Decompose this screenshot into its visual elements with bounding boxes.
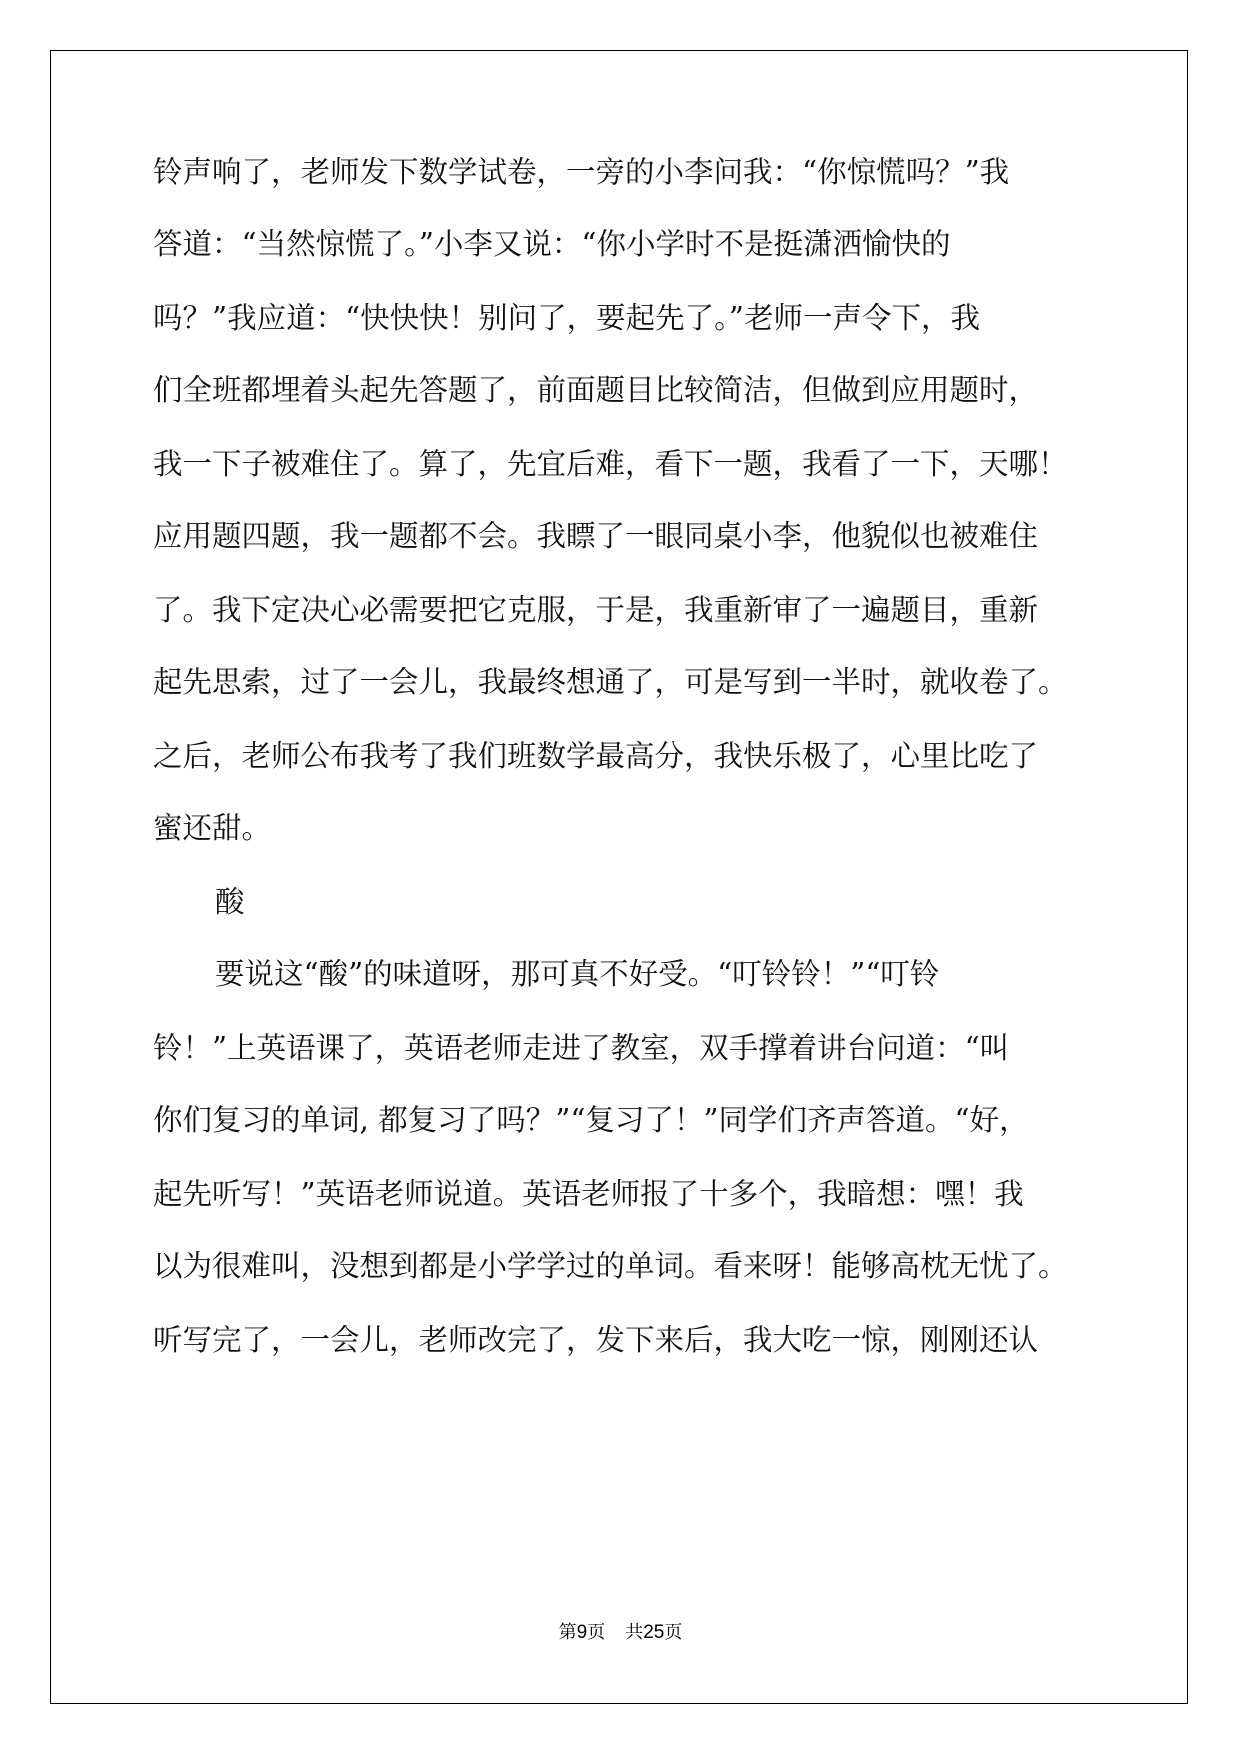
text-line: 应用题四题，我一题都不会。我瞟了一眼同桌小李，他貌似也被难住 xyxy=(153,519,1039,553)
text-line: 答道：“当然惊慌了。”小李又说：“你小学时不是挺潇洒愉快的 xyxy=(153,227,951,261)
page-prefix: 第 xyxy=(558,1622,577,1643)
text-line: 了。我下定决心必需要把它克服，于是，我重新审了一遍题目，重新 xyxy=(153,593,1039,627)
page-number: 9 xyxy=(576,1622,588,1643)
text-line: 我一下子被难住了。算了，先宜后难，看下一题，我看了一下，天哪！ xyxy=(153,447,1068,481)
total-suffix: 页 xyxy=(664,1622,683,1643)
text-line: 铃声响了，老师发下数学试卷，一旁的小李问我：“你惊慌吗？”我 xyxy=(153,155,1010,189)
text-line: 以为很难叫，没想到都是小学学过的单词。看来呀！能够高枕无忧了。 xyxy=(153,1249,1068,1283)
text-line: 你们复习的单词, 都复习了吗？”“复习了！”同学们齐声答道。“好， xyxy=(153,1103,1029,1137)
text-line: 听写完了，一会儿，老师改完了，发下来后，我大吃一惊，刚刚还认 xyxy=(153,1323,1039,1357)
text-line: 起先听写！”英语老师说道。英语老师报了十多个，我暗想：嘿！我 xyxy=(153,1177,1024,1211)
text-line: 蜜还甜。 xyxy=(153,811,272,845)
text-line: 铃！”上英语课了，英语老师走进了教室，双手撑着讲台问道：“叫 xyxy=(153,1031,1010,1065)
page-footer xyxy=(0,1618,1241,1644)
page-suffix: 页 xyxy=(587,1622,606,1643)
text-line: 吗？”我应道：“快快快！别问了，要起先了。”老师一声令下，我 xyxy=(153,301,980,335)
text-line: 要说这“酸”的味道呀，那可真不好受。“叮铃铃！”“叮铃 xyxy=(215,957,940,991)
text-line: 们全班都埋着头起先答题了，前面题目比较简洁，但做到应用题时， xyxy=(153,373,1039,407)
page-border xyxy=(50,50,1188,1704)
section-heading: 酸 xyxy=(215,885,245,919)
total-prefix: 共 xyxy=(625,1622,644,1643)
text-line: 之后，老师公布我考了我们班数学最高分，我快乐极了，心里比吃了 xyxy=(153,739,1039,773)
total-pages: 25 xyxy=(643,1622,665,1643)
text-line: 起先思索，过了一会儿，我最终想通了，可是写到一半时，就收卷了。 xyxy=(153,665,1068,699)
